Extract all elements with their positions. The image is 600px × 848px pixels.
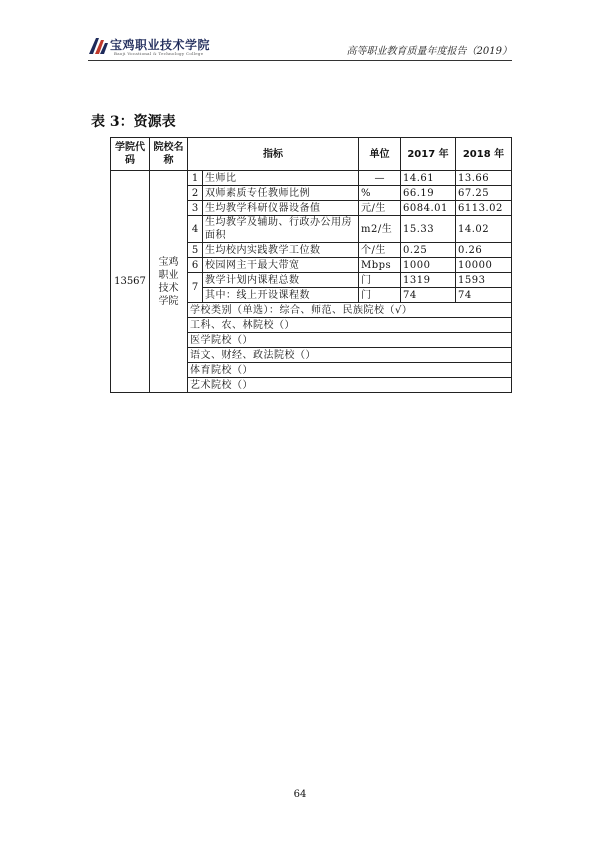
value-2017-cell: 0.25 <box>401 243 456 258</box>
value-2018-cell: 0.26 <box>456 243 512 258</box>
table-row <box>111 171 512 186</box>
page-number: 64 <box>293 789 307 800</box>
logo-college-name: 宝鸡职业技术学院 <box>110 38 211 52</box>
indicator-cell: 教学计划内课程总数 <box>203 273 359 288</box>
indicator-cell: 生均校内实践教学工位数 <box>203 243 359 258</box>
row-number: 1 <box>188 171 203 186</box>
unit-cell: m2/生 <box>359 216 401 243</box>
header-rule <box>88 60 512 61</box>
header-unit: 单位 <box>359 138 401 171</box>
indicator-cell: 双师素质专任教师比例 <box>203 186 359 201</box>
indicator-cell: 生师比 <box>203 171 359 186</box>
row-number: 2 <box>188 186 203 201</box>
logo-english-name: Baoji Vocational & Technology College <box>114 51 204 56</box>
category-cell: 体育院校（） <box>188 363 512 378</box>
value-2018-cell: 13.66 <box>456 171 512 186</box>
value-2017-cell: 66.19 <box>401 186 456 201</box>
school-name-line: 职业 <box>158 269 179 281</box>
header-school-name: 院校名称 <box>150 138 188 171</box>
indicator-cell: 生均教学科研仪器设备值 <box>203 201 359 216</box>
value-2017-cell: 1000 <box>401 258 456 273</box>
college-emblem-icon <box>88 36 110 56</box>
category-cell: 医学院校（） <box>188 333 512 348</box>
college-logo <box>88 36 218 58</box>
value-2018-cell: 10000 <box>456 258 512 273</box>
indicator-cell: 校园网主干最大带宽 <box>203 258 359 273</box>
category-cell: 语文、财经、政法院校（） <box>188 348 512 363</box>
unit-cell: % <box>359 186 401 201</box>
unit-cell: 元/生 <box>359 201 401 216</box>
row-number: 7 <box>188 273 203 303</box>
school-name-line: 学院 <box>158 295 179 307</box>
unit-cell: 门 <box>359 273 401 288</box>
header-school-code: 学院代码 <box>111 138 150 171</box>
school-name-line: 技术 <box>158 282 179 294</box>
value-2018-cell: 6113.02 <box>456 201 512 216</box>
table-title: 表 3：资源表 <box>91 114 176 130</box>
value-2018-cell: 67.25 <box>456 186 512 201</box>
category-cell: 学校类别（单选）：综合、师范、民族院校（√） <box>188 303 512 318</box>
table-header-row <box>111 138 512 171</box>
value-2018-cell: 74 <box>456 288 512 303</box>
category-cell: 艺术院校（） <box>188 378 512 393</box>
unit-cell: — <box>359 171 401 186</box>
value-2018-cell: 1593 <box>456 273 512 288</box>
indicator-cell: 生均教学及辅助、行政办公用房面积 <box>203 216 359 243</box>
row-number: 6 <box>188 258 203 273</box>
school-name <box>150 171 188 393</box>
value-2017-cell: 1319 <box>401 273 456 288</box>
value-2017-cell: 6084.01 <box>401 201 456 216</box>
page-header <box>88 34 512 62</box>
unit-cell: 个/生 <box>359 243 401 258</box>
header-2018: 2018 年 <box>456 138 512 171</box>
value-2018-cell: 14.02 <box>456 216 512 243</box>
row-number: 5 <box>188 243 203 258</box>
header-2017: 2017 年 <box>401 138 456 171</box>
row-number: 3 <box>188 201 203 216</box>
school-name-line: 宝鸡 <box>158 256 179 268</box>
row-number: 4 <box>188 216 203 243</box>
school-code: 13567 <box>111 171 150 393</box>
header-indicator: 指标 <box>188 138 359 171</box>
value-2017-cell: 14.61 <box>401 171 456 186</box>
resource-table <box>110 137 512 393</box>
unit-cell: Mbps <box>359 258 401 273</box>
unit-cell: 门 <box>359 288 401 303</box>
value-2017-cell: 74 <box>401 288 456 303</box>
report-title: 高等职业教育质量年度报告（2019） <box>346 46 512 57</box>
category-cell: 工科、农、林院校（） <box>188 318 512 333</box>
value-2017-cell: 15.33 <box>401 216 456 243</box>
indicator-cell: 其中：线上开设课程数 <box>203 288 359 303</box>
